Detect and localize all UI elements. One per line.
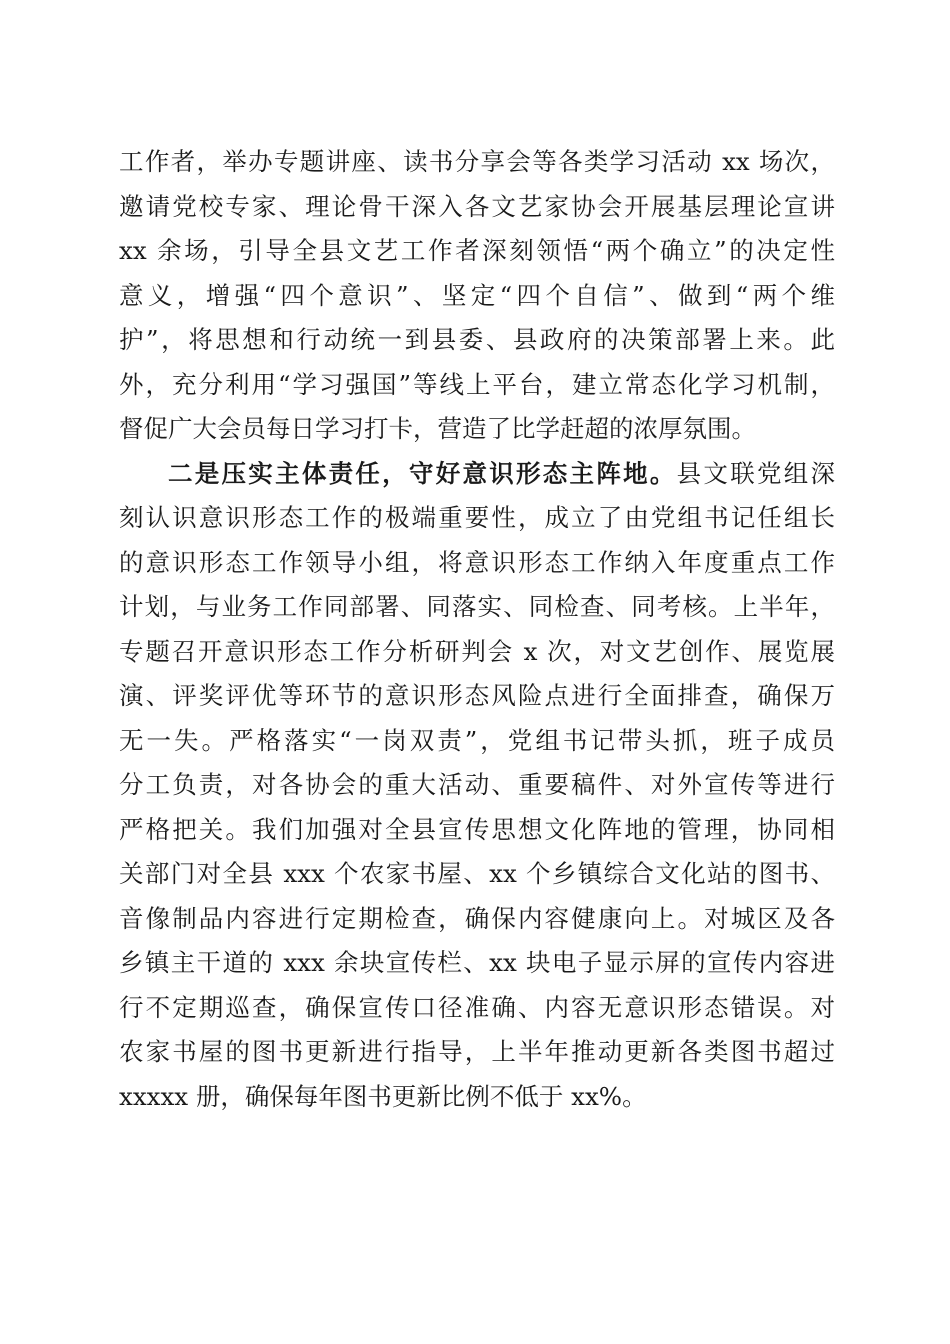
text-line: 督促广大会员每日学习打卡，营造了比学赶超的浓厚氛围。	[119, 414, 756, 443]
paragraph-first-line	[119, 452, 835, 497]
text-line: 计划，与业务工作同部署、同落实、同检查、同考核。上半年，	[119, 592, 835, 621]
document-body	[119, 140, 835, 1119]
text-line: 演、评奖评优等环节的意识形态风险点进行全面排查，确保万	[119, 681, 835, 710]
text-line: 外，充分利用“学习强国”等线上平台，建立常态化学习机制，	[119, 369, 835, 399]
text-line: 关部门对全县 xxx 个农家书屋、xx 个乡镇综合文化站的图书、	[119, 859, 835, 888]
text-line: 严格把关。我们加强对全县宣传思想文化阵地的管理，协同相	[119, 814, 835, 844]
paragraph-1	[119, 140, 835, 452]
paragraph-2	[119, 452, 835, 1120]
text-line: 护”，将思想和行动统一到县委、县政府的决策部署上来。此	[119, 325, 835, 354]
text-line: 乡镇主干道的 xxx 余块宣传栏、xx 块电子显示屏的宣传内容进	[119, 948, 835, 977]
text-line: xx 余场，引导全县文艺工作者深刻领悟“两个确立”的决定性	[119, 236, 835, 265]
text-line: xxxxx 册，确保每年图书更新比例不低于 xx%。	[119, 1081, 647, 1111]
text-line: 邀请党校专家、理论骨干深入各文艺家协会开展基层理论宣讲	[119, 191, 835, 221]
text-line: 无一失。严格落实“一岗双责”，党组书记带头抓，班子成员	[119, 725, 835, 755]
text-line: 分工负责，对各协会的重大活动、重要稿件、对外宣传等进行	[119, 770, 835, 799]
text-line: 意义，增强“四个意识”、坚定“四个自信”、做到“两个维	[119, 280, 835, 310]
text-line: 农家书屋的图书更新进行指导，上半年推动更新各类图书超过	[119, 1037, 835, 1066]
text-line: 刻认识意识形态工作的极端重要性，成立了由党组书记任组长	[119, 503, 835, 532]
paragraph-heading: 二是压实主体责任，守好意识形态主阵地。	[168, 458, 677, 488]
text-line: 的意识形态工作领导小组，将意识形态工作纳入年度重点工作	[119, 547, 835, 577]
text-line: 工作者，举办专题讲座、读书分享会等各类学习活动 xx 场次，	[119, 147, 835, 176]
text-line: 音像制品内容进行定期检查，确保内容健康向上。对城区及各	[119, 903, 835, 933]
text-line: 专题召开意识形态工作分析研判会 x 次，对文艺创作、展览展	[119, 636, 835, 666]
text-run: 县文联党组深	[676, 458, 836, 488]
text-line: 行不定期巡查，确保宣传口径准确、内容无意识形态错误。对	[119, 992, 835, 1022]
